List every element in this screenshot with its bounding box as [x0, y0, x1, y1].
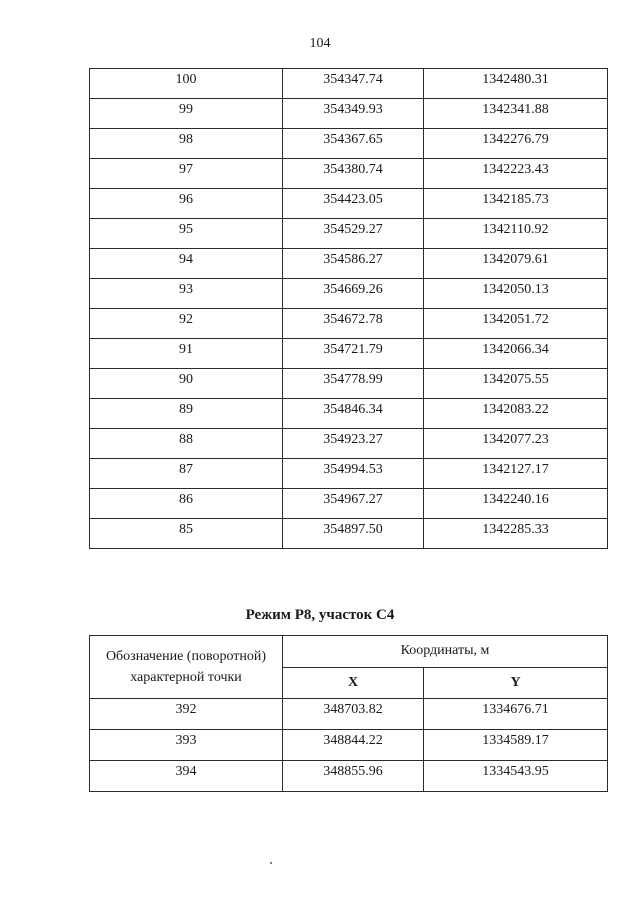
table-row [90, 369, 608, 399]
section-table-body [90, 699, 608, 792]
x-coordinate-cell: 354967.27 [283, 489, 424, 519]
point-number-cell: 91 [90, 339, 283, 369]
x-coordinate-cell: 354367.65 [283, 129, 424, 159]
point-number-cell: 85 [90, 519, 283, 549]
table-row [90, 189, 608, 219]
y-coordinate-cell: 1342223.43 [424, 159, 608, 189]
y-coordinate-cell: 1342127.17 [424, 459, 608, 489]
point-number-cell: 95 [90, 219, 283, 249]
y-coordinate-cell: 1342079.61 [424, 249, 608, 279]
y-coordinate-cell: 1342083.22 [424, 399, 608, 429]
point-number-cell: 90 [90, 369, 283, 399]
x-coordinate-cell: 348844.22 [283, 730, 424, 761]
y-coordinate-cell: 1342110.92 [424, 219, 608, 249]
table-row [90, 429, 608, 459]
table-header [90, 636, 608, 699]
x-coordinate-cell: 354846.34 [283, 399, 424, 429]
table-row [90, 69, 608, 99]
table-row [90, 309, 608, 339]
point-number-cell: 94 [90, 249, 283, 279]
y-coordinate-cell: 1342185.73 [424, 189, 608, 219]
point-designation-header [90, 636, 283, 699]
x-coordinate-cell: 354994.53 [283, 459, 424, 489]
x-coordinate-cell: 354423.05 [283, 189, 424, 219]
y-column-header: Y [424, 667, 608, 699]
scan-speck [270, 862, 272, 864]
point-number-cell: 99 [90, 99, 283, 129]
y-coordinate-cell: 1342341.88 [424, 99, 608, 129]
coordinates-header: Координаты, м [283, 636, 608, 668]
point-number-cell: 98 [90, 129, 283, 159]
y-coordinate-cell: 1334589.17 [424, 730, 608, 761]
point-number-cell: 392 [90, 699, 283, 730]
table-row [90, 730, 608, 761]
y-coordinate-cell: 1342276.79 [424, 129, 608, 159]
x-coordinate-cell: 354529.27 [283, 219, 424, 249]
page-number: 104 [309, 36, 331, 51]
coordinates-table-body [90, 69, 608, 549]
point-number-cell: 92 [90, 309, 283, 339]
table-row [90, 489, 608, 519]
point-number-cell: 88 [90, 429, 283, 459]
y-coordinate-cell: 1334676.71 [424, 699, 608, 730]
table-row [90, 339, 608, 369]
table-row [90, 761, 608, 792]
y-coordinate-cell: 1334543.95 [424, 761, 608, 792]
y-coordinate-cell: 1342240.16 [424, 489, 608, 519]
x-coordinate-cell: 348703.82 [283, 699, 424, 730]
y-coordinate-cell: 1342480.31 [424, 69, 608, 99]
coordinates-table-continued [89, 68, 608, 549]
section-coordinates-table [89, 635, 608, 792]
y-coordinate-cell: 1342050.13 [424, 279, 608, 309]
table-row [90, 219, 608, 249]
x-coordinate-cell: 354586.27 [283, 249, 424, 279]
x-coordinate-cell: 354923.27 [283, 429, 424, 459]
x-coordinate-cell: 354380.74 [283, 159, 424, 189]
y-coordinate-cell: 1342051.72 [424, 309, 608, 339]
y-coordinate-cell: 1342066.34 [424, 339, 608, 369]
x-coordinate-cell: 354672.78 [283, 309, 424, 339]
y-coordinate-cell: 1342077.23 [424, 429, 608, 459]
table-row [90, 99, 608, 129]
x-coordinate-cell: 354721.79 [283, 339, 424, 369]
point-number-cell: 97 [90, 159, 283, 189]
y-coordinate-cell: 1342075.55 [424, 369, 608, 399]
table-row [90, 159, 608, 189]
x-coordinate-cell: 354669.26 [283, 279, 424, 309]
point-designation-header-line2: характерной точки [130, 670, 242, 685]
point-number-cell: 89 [90, 399, 283, 429]
x-coordinate-cell: 354347.74 [283, 69, 424, 99]
table-row [90, 699, 608, 730]
table-row [90, 519, 608, 549]
point-number-cell: 86 [90, 489, 283, 519]
point-number-cell: 394 [90, 761, 283, 792]
x-coordinate-cell: 354897.50 [283, 519, 424, 549]
table-row [90, 399, 608, 429]
x-coordinate-cell: 354349.93 [283, 99, 424, 129]
table-row [90, 129, 608, 159]
point-number-cell: 393 [90, 730, 283, 761]
x-coordinate-cell: 354778.99 [283, 369, 424, 399]
section-title: Режим Р8, участок С4 [245, 607, 395, 623]
point-number-cell: 96 [90, 189, 283, 219]
table-row [90, 249, 608, 279]
y-coordinate-cell: 1342285.33 [424, 519, 608, 549]
x-column-header: X [283, 667, 424, 699]
point-number-cell: 93 [90, 279, 283, 309]
x-coordinate-cell: 348855.96 [283, 761, 424, 792]
point-designation-header-line1: Обозначение (поворотной) [105, 649, 267, 664]
point-number-cell: 100 [90, 69, 283, 99]
point-number-cell: 87 [90, 459, 283, 489]
table-row [90, 459, 608, 489]
table-row [90, 279, 608, 309]
